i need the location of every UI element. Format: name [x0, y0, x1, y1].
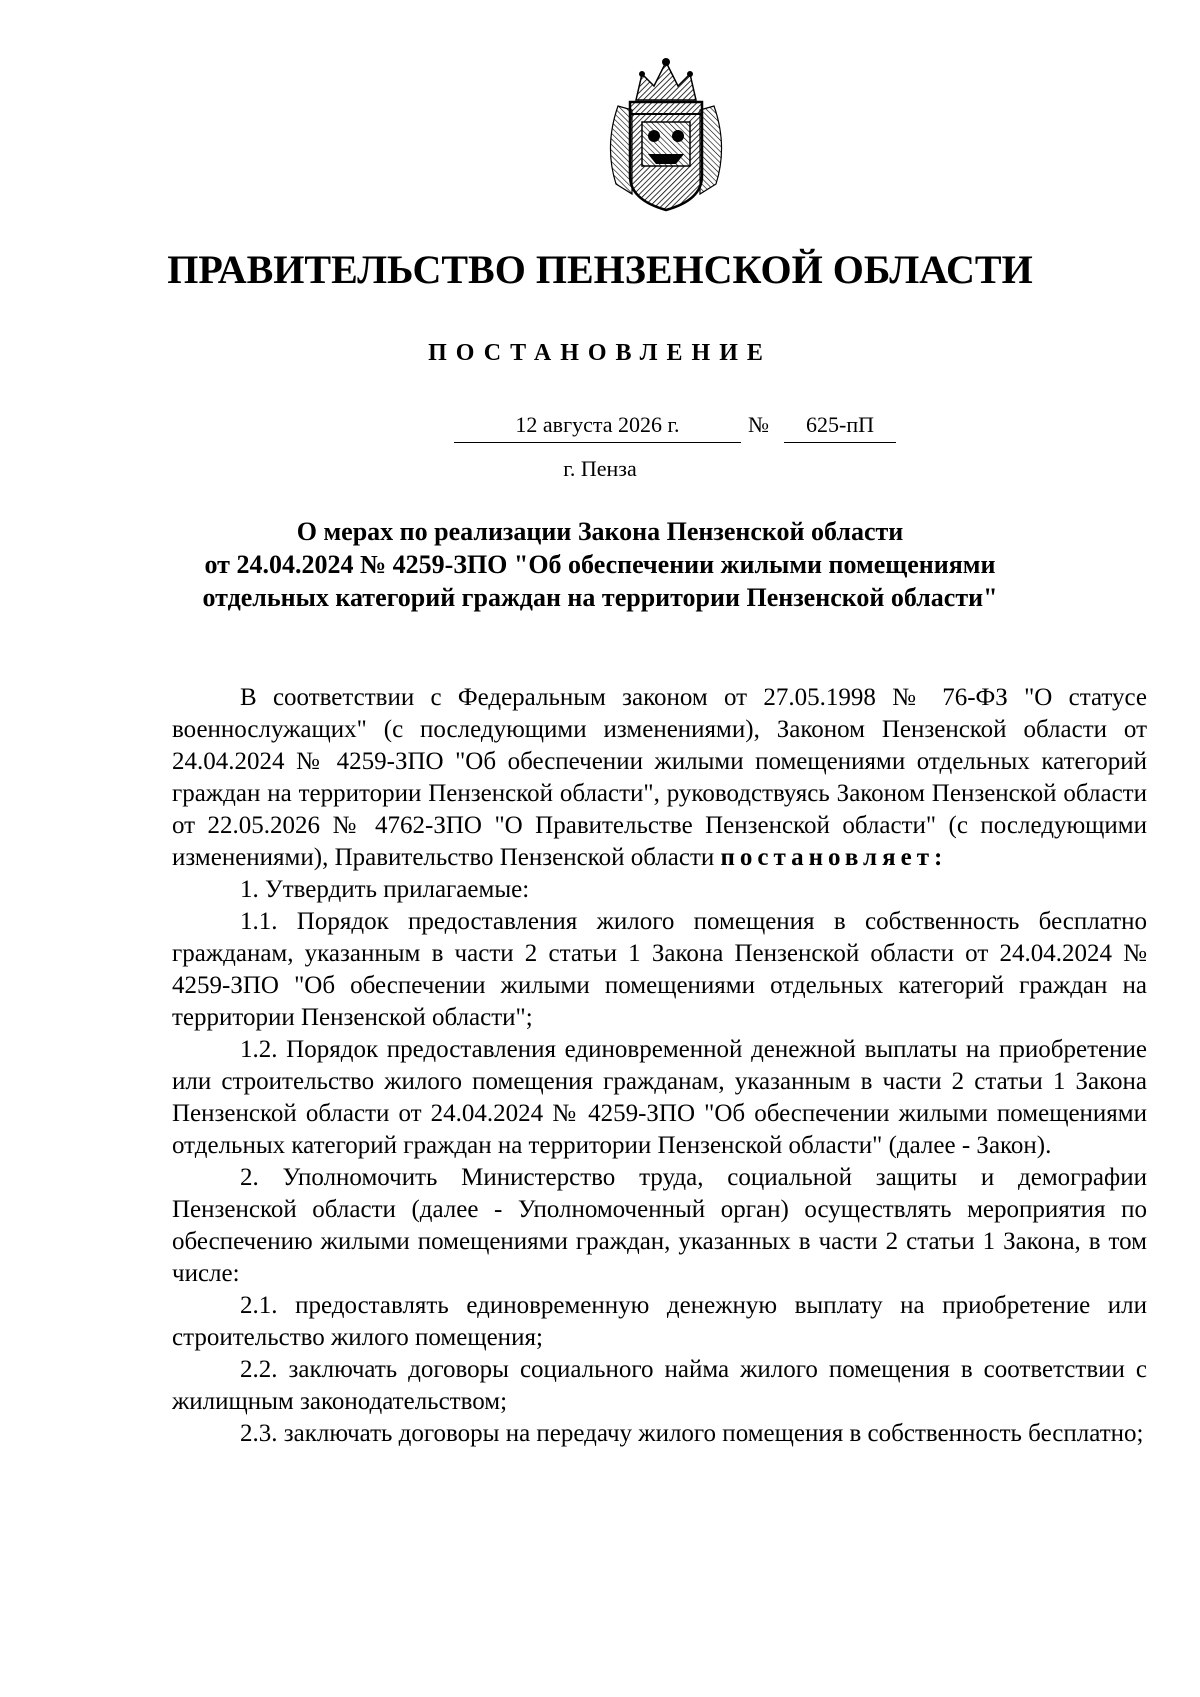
paragraph-2-1: 2.1. предоставлять единовременную денежную выплату на приобретение или строительство жилого помещения; [172, 1292, 1147, 1351]
paragraph-1-2: 1.2. Порядок предоставления единовременной денежной выплаты на приобретение или строительство жилого помещения гражданам, указанным в части 2 статьи 1 Закона Пензенской области от 24.04.2024 № 4259-ЗПО "Об обеспечении жилыми помещениями отдельных категорий граждан на территории Пензенской области" (далее - Закон). [172, 1036, 1147, 1159]
document-type: ПОСТАНОВЛЕНИЕ [428, 340, 772, 366]
document-number: 625-пП [784, 412, 896, 443]
preamble-paragraph [172, 682, 1147, 874]
paragraph-2-2: 2.2. заключать договоры социального найма жилого помещения в соответствии с жилищным законодательством; [172, 1356, 1147, 1415]
document-body [172, 682, 1147, 1450]
organization-heading: ПРАВИТЕЛЬСТВО ПЕНЗЕНСКОЙ ОБЛАСТИ [167, 247, 1033, 292]
document-title [160, 515, 1040, 614]
decree-word: постановляет: [720, 844, 948, 871]
title-line-3: отдельных категорий граждан на территории Пензенской области" [202, 583, 998, 612]
number-sign: № [748, 412, 769, 437]
city: г. Пенза [563, 456, 637, 481]
paragraph-1: 1. Утвердить прилагаемые: [240, 876, 530, 903]
preamble-text: В соответствии с Федеральным законом от 27.05.1998 № 76-ФЗ "О статусе военнослужащих" (с последующими изменениями), Законом Пензенской области от 24.04.2024 № 4259-ЗПО "Об обеспечении жилыми помещениями отдельных категорий граждан на территории Пензенской области", руководствуясь Законом Пензенской области от 22.05.2026 № 4762-ЗПО "О Правительстве Пензенской области" (с последующими изменениями), Правительство Пензенской области [172, 684, 1147, 871]
paragraph-1-1: 1.1. Порядок предоставления жилого помещения в собственность бесплатно гражданам, указанным в части 2 статьи 1 Закона Пензенской области от 24.04.2024 № 4259-ЗПО "Об обеспечении жилыми помещениями отдельных категорий граждан на территории Пензенской области"; [172, 908, 1147, 1031]
date-number-row [0, 412, 1200, 446]
document-date: 12 августа 2026 г. [454, 412, 741, 443]
title-line-1: О мерах по реализации Закона Пензенской области [296, 517, 904, 546]
paragraph-2-3: 2.3. заключать договоры на передачу жилого помещения в собственность бесплатно; [240, 1420, 1144, 1447]
title-line-2: от 24.04.2024 № 4259-ЗПО "Об обеспечении жилыми помещениями [204, 550, 996, 579]
paragraph-2: 2. Уполномочить Министерство труда, социальной защиты и демографии Пензенской области (далее - Уполномоченный орган) осуществлять мероприятия по обеспечению жилыми помещениями граждан, указанных в части 2 статьи 1 Закона, в том числе: [172, 1164, 1147, 1287]
coat-of-arms-icon [596, 56, 736, 216]
